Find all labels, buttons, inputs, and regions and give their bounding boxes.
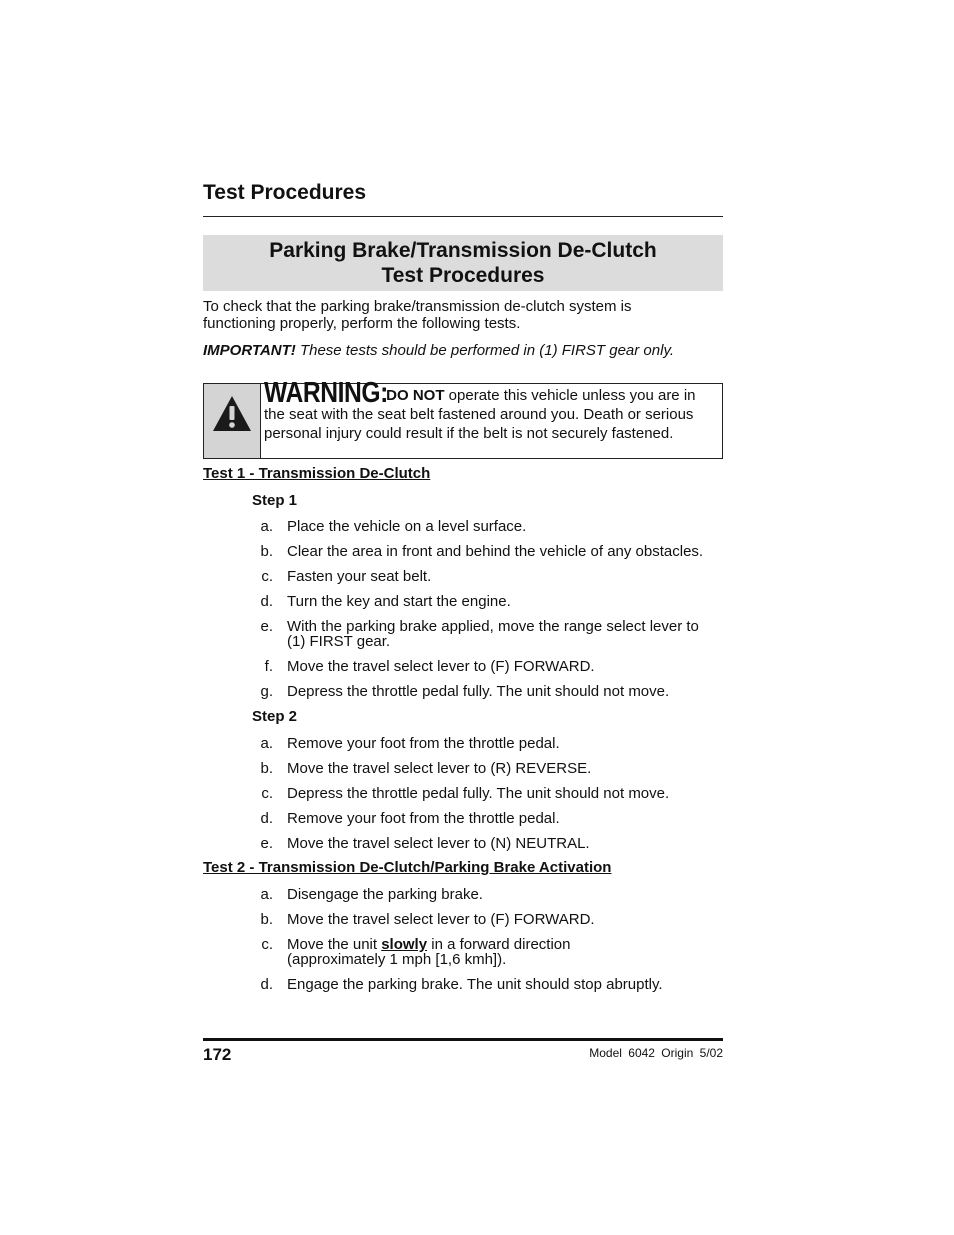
item-letter: f. (264, 658, 273, 675)
warning-text-line3: personal injury could result if the belt is not securely fastened. (264, 425, 674, 442)
page-number: 172 (203, 1045, 232, 1064)
item-text-line1: With the parking brake applied, move the range select lever to (287, 618, 699, 635)
item-letter: d. (260, 593, 273, 610)
banner-title-line2: Test Procedures (381, 264, 545, 287)
important-text: These tests should be performed in (1) FIRST gear only. (295, 342, 675, 359)
item-letter: b. (260, 760, 273, 777)
item-letter: g. (260, 683, 273, 700)
procedure-banner (203, 235, 723, 291)
warning-do-not: DO NOT (386, 387, 445, 404)
title-divider (203, 216, 723, 217)
item-letter: c. (261, 785, 273, 802)
item-letter: d. (260, 810, 273, 827)
item-text-emphasis: slowly (381, 936, 428, 953)
warning-heading: WARNING: (264, 377, 388, 409)
model-origin-text: Model 6042 Origin 5/02 (589, 1046, 723, 1060)
intro-line1: To check that the parking brake/transmission de-clutch system is (203, 298, 632, 315)
item-text-post: in a forward direction (427, 936, 571, 953)
warning-text-line2: the seat with the seat belt fastened around you. Death or serious (264, 406, 694, 423)
item-letter: b. (260, 543, 273, 560)
footer-divider (203, 1038, 723, 1041)
item-text: Move the travel select lever to (N) NEUTRAL. (287, 835, 590, 852)
item-text-pre: Move the unit (287, 936, 382, 953)
item-text: Move the travel select lever to (R) REVERSE. (287, 760, 592, 777)
intro-line2: functioning properly, perform the following tests. (203, 315, 521, 332)
item-letter: a. (260, 735, 273, 752)
item-letter: e. (260, 618, 273, 635)
item-text: Remove your foot from the throttle pedal. (287, 735, 560, 752)
important-label: IMPORTANT! (203, 342, 296, 359)
item-text: Disengage the parking brake. (287, 886, 483, 903)
item-letter: b. (260, 911, 273, 928)
warning-exclamation-icon (211, 394, 253, 434)
item-text-line2: (approximately 1 mph [1,6 kmh]). (287, 951, 507, 968)
test1-heading: Test 1 - Transmission De-Clutch (203, 465, 431, 482)
important-note (203, 342, 723, 359)
item-text: Move the travel select lever to (F) FORWARD. (287, 911, 595, 928)
item-text (287, 937, 724, 967)
item-text: Move the travel select lever to (F) FORWARD. (287, 658, 595, 675)
banner-title-line1: Parking Brake/Transmission De-Clutch (269, 239, 657, 262)
warning-box (203, 377, 723, 459)
item-letter: d. (260, 976, 273, 993)
item-text: Fasten your seat belt. (287, 568, 432, 585)
warning-icon-cell (204, 384, 261, 458)
intro-paragraph (203, 298, 723, 332)
item-letter: a. (260, 886, 273, 903)
step1-heading: Step 1 (252, 492, 298, 509)
warning-text (264, 377, 719, 443)
item-letter: c. (261, 936, 273, 953)
item-text: Engage the parking brake. The unit should stop abruptly. (287, 976, 663, 993)
item-letter: c. (261, 568, 273, 585)
item-letter: e. (260, 835, 273, 852)
item-text (287, 619, 724, 649)
item-text: Place the vehicle on a level surface. (287, 518, 527, 535)
step2-heading: Step 2 (252, 708, 298, 725)
item-text: Remove your foot from the throttle pedal. (287, 810, 560, 827)
item-text: Clear the area in front and behind the vehicle of any obstacles. (287, 543, 704, 560)
item-letter: a. (260, 518, 273, 535)
item-text-line2: (1) FIRST gear. (287, 633, 391, 650)
section-title: Test Procedures (203, 181, 367, 204)
test2-heading: Test 2 - Transmission De-Clutch/Parking Brake Activation (203, 859, 612, 876)
item-text: Depress the throttle pedal fully. The unit should not move. (287, 785, 670, 802)
item-text: Depress the throttle pedal fully. The unit should not move. (287, 683, 670, 700)
item-text: Turn the key and start the engine. (287, 593, 511, 610)
warning-text-line1: operate this vehicle unless you are in (444, 387, 696, 404)
